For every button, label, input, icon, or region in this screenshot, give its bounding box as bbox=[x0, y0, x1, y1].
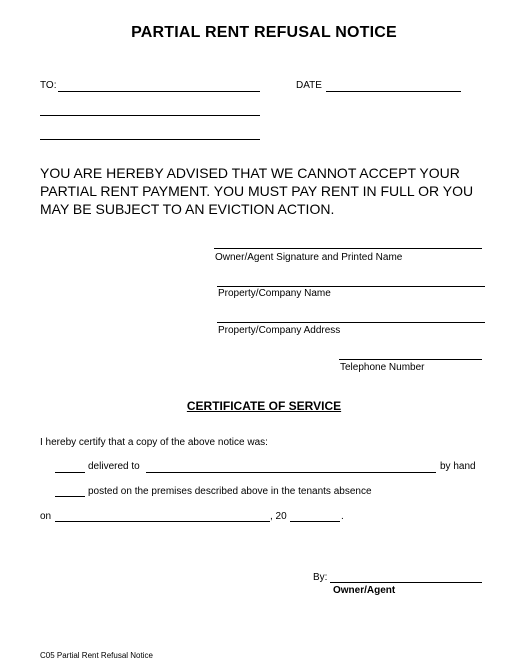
certificate-heading: CERTIFICATE OF SERVICE bbox=[186, 399, 342, 413]
date-line[interactable] bbox=[326, 91, 461, 92]
posted-checkbox-line[interactable] bbox=[55, 496, 85, 497]
company-address-line[interactable] bbox=[217, 322, 485, 323]
delivered-label: delivered to bbox=[88, 461, 140, 472]
service-date-line[interactable] bbox=[55, 521, 270, 522]
date-label: DATE bbox=[296, 80, 322, 91]
by-signature-line[interactable] bbox=[330, 582, 482, 583]
owner-signature-label: Owner/Agent Signature and Printed Name bbox=[215, 252, 403, 263]
advice-paragraph: YOU ARE HEREBY ADVISED THAT WE CANNOT ACCEPT YOUR PARTIAL RENT PAYMENT. YOU MUST PAY RENT IN FULL OR YOU MAY BE SUBJECT TO AN EVICTION ACTION. bbox=[40, 165, 474, 217]
to-label: TO: bbox=[40, 80, 57, 91]
year-prefix: , 20 bbox=[270, 511, 287, 522]
delivered-to-line[interactable] bbox=[146, 472, 436, 473]
to-line-2[interactable] bbox=[40, 115, 260, 116]
owner-signature-line[interactable] bbox=[214, 248, 482, 249]
company-address-label: Property/Company Address bbox=[218, 325, 341, 336]
telephone-line[interactable] bbox=[339, 359, 482, 360]
to-line-1[interactable] bbox=[58, 91, 260, 92]
by-hand-label: by hand bbox=[440, 461, 476, 472]
owner-agent-label: Owner/Agent bbox=[333, 585, 396, 596]
to-line-3[interactable] bbox=[40, 139, 260, 140]
year-suffix: . bbox=[341, 511, 344, 522]
document-title: PARTIAL RENT REFUSAL NOTICE bbox=[131, 24, 397, 41]
posted-label: posted on the premises described above in the tenants absence bbox=[88, 486, 372, 497]
certificate-intro: I hereby certify that a copy of the above notice was: bbox=[40, 437, 268, 448]
footer-text: C05 Partial Rent Refusal Notice bbox=[40, 651, 153, 660]
company-name-line[interactable] bbox=[217, 286, 485, 287]
delivered-checkbox-line[interactable] bbox=[55, 472, 85, 473]
year-line[interactable] bbox=[290, 521, 340, 522]
by-label: By: bbox=[313, 572, 328, 583]
telephone-label: Telephone Number bbox=[340, 362, 425, 373]
company-name-label: Property/Company Name bbox=[218, 288, 331, 299]
on-label: on bbox=[40, 511, 52, 522]
